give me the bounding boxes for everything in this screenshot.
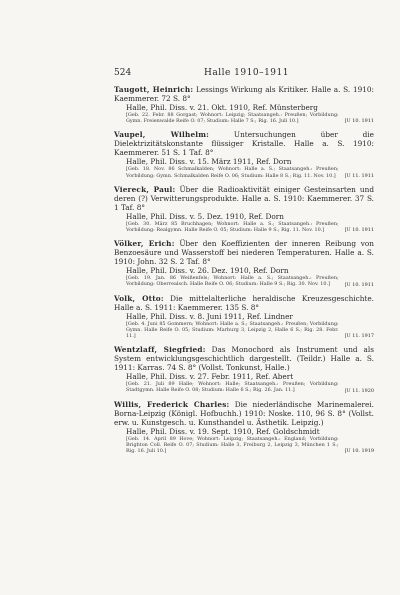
- entry-author: Volk, Otto:: [114, 293, 164, 303]
- entry-date: [U 10. 1911: [344, 281, 374, 288]
- entry-note-row: [114, 381, 374, 393]
- entry-note-row: [114, 436, 374, 455]
- entry-list: [114, 85, 374, 454]
- entry-dissertation: Halle, Phil. Diss. v. 8. Juni 1911, Ref. Lindner: [126, 311, 293, 321]
- entry-note-row: [114, 275, 374, 287]
- entry-date: [U 11. 1920: [344, 387, 374, 394]
- entry-note: [Geb. 19. Jan. 86 Weißenfels; Wohnort: Halle a. S.; Staatsangeh.: Preußen; Vorbildung: Oberrealsch. Halle Reife O. 06; Studium: Halle 9 S.; Rig. 30. Nov. 10.]: [126, 275, 339, 288]
- entry-title: Lessings Wirkung als Kritiker. Halle a. S. 1910: Kaemmerer. 72 S. 8°: [114, 85, 374, 103]
- entry-author: Wentzlaff, Siegfried:: [114, 345, 206, 355]
- page-header: [114, 68, 374, 78]
- bibliography-entry: [114, 239, 374, 287]
- entry-title-block: [114, 185, 374, 212]
- running-head: Halle 1910–1911: [204, 68, 289, 78]
- bibliography-entry: [114, 85, 374, 124]
- entry-note-row: [114, 166, 374, 178]
- entry-note: [Geb. 4. Juni 85 Gommern; Wohnort: Halle a. S.; Staatsangeh.: Preußen; Vorbildung: Gymn. Halle Reife O. 05; Studium: Marburg 3, Leipzig 2, Halle 6 S.; Rig. 28. Febr. 11.]: [126, 320, 339, 340]
- entry-dissertation: Halle, Phil. Diss. v. 21. Okt. 1910, Ref. Münsterberg: [126, 103, 318, 112]
- entry-title-block: [114, 85, 374, 103]
- entry-title: Die mittelalterliche heraldische Kreuzesgeschichte. Halle a. S. 1911: Kaemmerer. 135 S. 8°: [114, 293, 374, 312]
- entry-author: Taugott, Heinrich:: [114, 85, 194, 94]
- entry-title-block: [114, 345, 374, 372]
- entry-dissertation: Halle, Phil. Diss. v. 5. Dez. 1910, Ref. Dorn: [126, 211, 284, 221]
- entry-author: Viereck, Paul:: [114, 184, 176, 194]
- page-number: 524: [114, 68, 132, 78]
- bibliography-entry: [114, 294, 374, 340]
- entry-title: Über den Koeffizienten der inneren Reibung von Benzoesäure und Wasserstoff bei niederen Temperaturen. Halle a. S. 1910: John. 32 S. 2 Taf. 8°: [114, 239, 374, 267]
- entry-date: [U 10. 1911: [344, 118, 374, 125]
- entry-note: [Geb. 18. Nov. 86 Schmalkalden; Wohnort: Halle a. S.; Staatsangeh.: Preußen; Vorbildung: Gymn. Schmalkalden Reife O. 06; Studium: Halle 8 S.; Rig. 11. Nov. 10.]: [126, 166, 339, 179]
- entry-title-block: [114, 130, 374, 157]
- entry-title-block: [114, 239, 374, 266]
- entry-dissertation: Halle, Phil. Diss. v. 26. Dez. 1910, Ref. Dorn: [126, 266, 289, 276]
- entry-date: [U 10. 1911: [344, 227, 374, 234]
- entry-author: Vaupel, Wilhelm:: [114, 130, 210, 140]
- bibliography-entry: [114, 345, 374, 393]
- entry-dissertation: Halle, Phil. Diss. v. 27. Febr. 1911, Ref. Abert: [126, 372, 294, 382]
- entry-title: Über die Radioaktivität einiger Gesteinsarten und deren (?) Verwitterungsprodukte. Halle a. S. 1910: Kaemmerer. 37 S. 1 Taf. 8°: [114, 184, 375, 212]
- entry-note-row: [114, 321, 374, 340]
- entry-title: Die niederländische Marinemalerei. Borna-Leipzig (Königl. Hofbuchh.) 1910: Noske. 110, 96 S. 8° (Vollst. erw. u. Kunstgesch. u. Kunsthandel u. Ästhetik. Leipzig.): [114, 399, 374, 427]
- entry-note: [Geb. 22. Febr. 88 Gorgast; Wohnort: Leipzig; Staatsangeh.: Preußen; Vorbildung: Gymn. Freienwalde Reife O. 07; Studium: Halle 7 S.; Rig. 16. Juli 10.]: [126, 112, 339, 125]
- entry-title-block: [114, 294, 374, 312]
- entry-note: [Geb. 21. Juli 89 Halle; Wohnort: Halle; Staatsangeh.: Preußen; Vorbildung: Stadtgymn. Halle Reife O. 08; Studium: Halle 6 S.; Rig. 26. Jan. 11.]: [126, 381, 339, 394]
- entry-author: Willis, Frederick Charles:: [114, 399, 230, 409]
- entry-author: Völker, Erich:: [114, 239, 175, 249]
- entry-title-block: [114, 400, 374, 427]
- entry-note: [Geb. 30. März 85 Bruchhagen; Wohnort: Halle a. S.; Staatsangeh.: Preußen; Vorbildung: Realgymn. Halle Reife O. 05; Studium: Halle 9 S.; Rig. 11. Nov. 10.]: [126, 220, 339, 234]
- entry-date: [U 10. 1919: [344, 448, 374, 455]
- entry-note-row: [114, 112, 374, 124]
- entry-note-row: [114, 221, 374, 233]
- entry-dissertation: Halle, Phil. Diss. v. 19. Sept. 1910, Ref. Goldschmidt: [126, 426, 320, 436]
- entry-date: [U 11. 1917: [344, 333, 374, 340]
- bibliography-entry: [114, 130, 374, 178]
- entry-date: [U 11. 1911: [344, 172, 374, 179]
- entry-title: Das Monochord als Instrument und als System entwicklungsgeschichtlich dargestellt. (Teildr.) Halle a. S. 1911: Karras. 74 S. 8° (Vollst. Tonkunst, Halle.): [114, 345, 374, 373]
- bibliography-entry: [114, 185, 374, 233]
- entry-dissertation: Halle, Phil. Diss. v. 15. März 1911, Ref. Dorn: [126, 157, 292, 167]
- bibliography-entry: [114, 400, 374, 455]
- entry-title: Untersuchungen über die Dielektrizitätskonstante flüssiger Kristalle. Halle a. S. 1910: Kaemmerer. 51 S. 1 Taf. 8°: [114, 130, 374, 158]
- entry-note: [Geb. 14. April 89 Hove; Wohnort: Leipzig; Staatsangeh.: England; Vorbildung: Brighton Coll. Reife O. 07; Studium: Halle 3, Freiburg 2, Leipzig 3, München 1 S.; Rig. 16. Juli 10.]: [126, 435, 339, 455]
